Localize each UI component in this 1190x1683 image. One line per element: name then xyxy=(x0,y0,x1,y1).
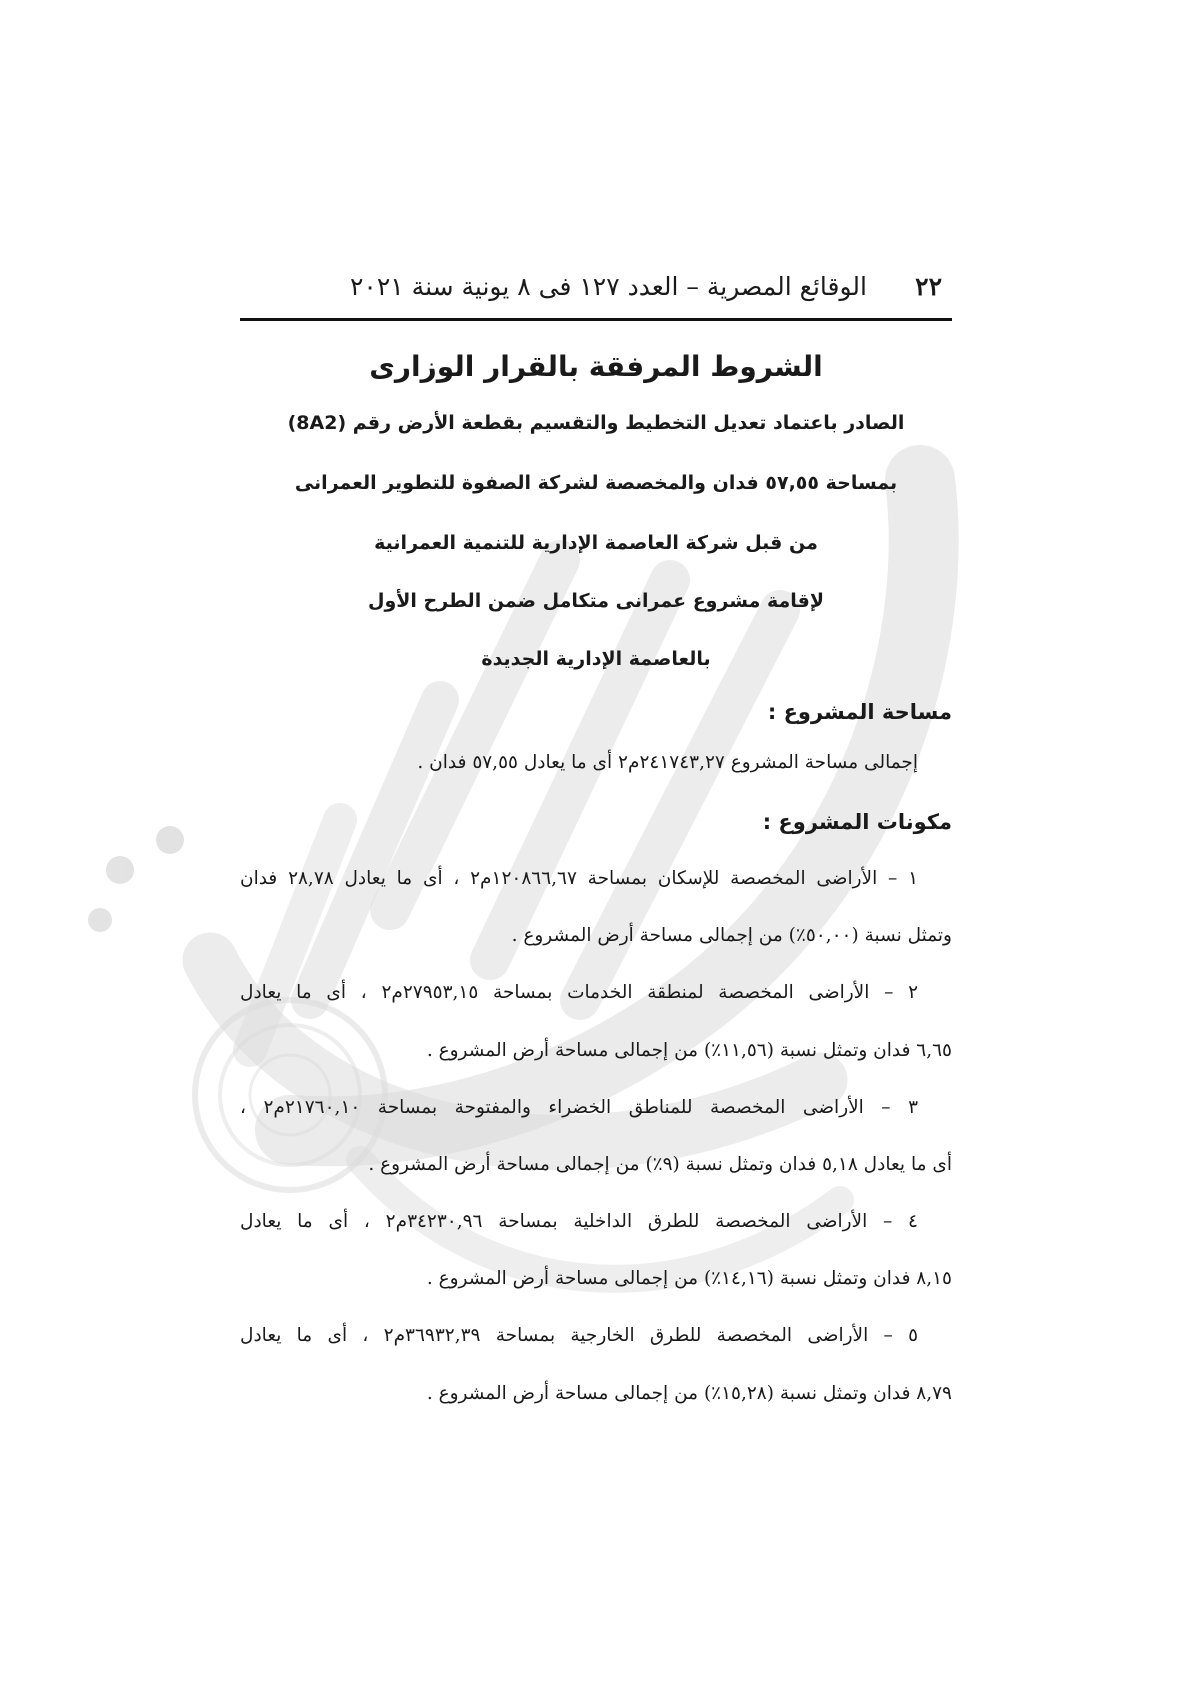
component-1-line-1: ١ – الأراضى المخصصة للإسكان بمساحة ١٢٠٨٦٦,٦٧م٢ ، أى ما يعادل ٢٨,٧٨ فدان xyxy=(240,868,918,889)
document-title: الشروط المرفقة بالقرار الوزارى xyxy=(369,350,823,383)
subtitle-line-1: الصادر باعتماد تعديل التخطيط والتقسيم بقطعة الأرض رقم (8A2) xyxy=(287,412,905,434)
subtitle-line-2: بمساحة ٥٧,٥٥ فدان والمخصصة لشركة الصفوة للتطوير العمرانى xyxy=(294,472,898,494)
component-3-line-1: ٣ – الأراضى المخصصة للمناطق الخضراء والمفتوحة بمساحة ٢١٧٦٠,١٠م٢ ، xyxy=(240,1097,918,1118)
page-number: ٢٢ xyxy=(915,272,942,301)
watermark-image xyxy=(60,440,1060,1390)
project-components-heading: مكونات المشروع : xyxy=(762,810,952,834)
component-3-line-2: أى ما يعادل ٥,١٨ فدان وتمثل نسبة (٩٪) من إجمالى مساحة أرض المشروع . xyxy=(368,1154,952,1175)
gazette-issue-line: الوقائع المصرية – العدد ١٢٧ فى ٨ يونية سنة ٢٠٢١ xyxy=(350,272,867,301)
subtitle-line-3: من قبل شركة العاصمة الإدارية للتنمية العمرانية xyxy=(374,532,818,554)
component-4-line-1: ٤ – الأراضى المخصصة للطرق الداخلية بمساحة ٣٤٢٣٠,٩٦م٢ ، أى ما يعادل xyxy=(240,1211,918,1232)
component-5-line-1: ٥ – الأراضى المخصصة للطرق الخارجية بمساحة ٣٦٩٣٢,٣٩م٢ ، أى ما يعادل xyxy=(240,1325,918,1346)
project-area-heading: مساحة المشروع : xyxy=(767,700,952,724)
header-divider xyxy=(240,318,952,321)
subtitle-line-4: لإقامة مشروع عمرانى متكامل ضمن الطرح الأول xyxy=(367,590,825,612)
component-5-line-2: ٨,٧٩ فدان وتمثل نسبة (١٥,٢٨٪) من إجمالى مساحة أرض المشروع . xyxy=(426,1383,952,1404)
subtitle-line-5: بالعاصمة الإدارية الجديدة xyxy=(481,648,711,670)
component-4-line-2: ٨,١٥ فدان وتمثل نسبة (١٤,١٦٪) من إجمالى مساحة أرض المشروع . xyxy=(426,1268,952,1289)
component-2-line-2: ٦,٦٥ فدان وتمثل نسبة (١١,٥٦٪) من إجمالى مساحة أرض المشروع . xyxy=(426,1040,952,1061)
component-2-line-1: ٢ – الأراضى المخصصة لمنطقة الخدمات بمساحة ٢٧٩٥٣,١٥م٢ ، أى ما يعادل xyxy=(240,982,918,1003)
component-1-line-2: وتمثل نسبة (٥٠,٠٠٪) من إجمالى مساحة أرض المشروع . xyxy=(511,925,952,946)
running-header xyxy=(240,272,950,312)
project-area-text: إجمالى مساحة المشروع ٢٤١٧٤٣,٢٧م٢ أى ما يعادل ٥٧,٥٥ فدان . xyxy=(417,752,918,773)
